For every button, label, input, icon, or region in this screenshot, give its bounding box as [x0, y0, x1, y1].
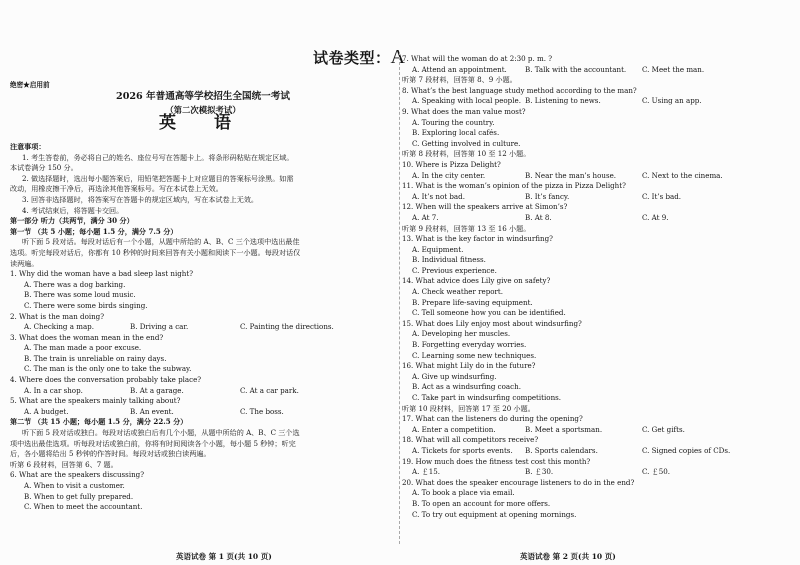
- option: A. At 7.: [412, 212, 439, 222]
- section2-directions: 后，各小题将给出 5 秒钟的作答时间。每段对话或独白读两遍。: [10, 449, 211, 459]
- option-row: [10, 322, 398, 333]
- option: A. Give up windsurfing.: [412, 371, 497, 381]
- exam-title: 2026 年普通高等学校招生全国统一考试: [116, 91, 290, 102]
- exam-subtitle: （第二次模拟考试）: [165, 105, 241, 115]
- option: B. Near the man’s house.: [525, 170, 617, 180]
- question: 19. How much does the fitness test cost this month?: [402, 456, 591, 466]
- option: C. To try out equipment at opening mornings.: [412, 509, 577, 519]
- page-footer-right: 英语试卷 第 2 页(共 10 页): [520, 552, 616, 561]
- option: C. At 9.: [642, 212, 669, 222]
- option: B. At a garage.: [130, 385, 184, 395]
- option: A. The man made a poor excuse.: [24, 343, 142, 353]
- option: A. To book a place via email.: [412, 488, 515, 498]
- option-row: [402, 96, 794, 107]
- question: 10. Where is Pizza Delight?: [402, 159, 501, 169]
- option: C. ￡50.: [642, 467, 671, 477]
- option: A. ￡15.: [412, 467, 441, 477]
- option: B. Individual fitness.: [412, 255, 486, 265]
- question: 9. What does the man value most?: [402, 106, 526, 116]
- option: B. Act as a windsurfing coach.: [412, 382, 521, 392]
- option-row: [402, 171, 794, 182]
- option: B. There was some loud music.: [24, 290, 136, 300]
- question-4: 4. Where does the conversation probably take place?: [10, 375, 202, 385]
- option: B. When to get fully prepared.: [24, 491, 134, 501]
- option: B. To open an account for more offers.: [412, 498, 551, 508]
- option: B. Exploring local cafés.: [412, 128, 500, 138]
- option: C. Take part in windsurfing competitions.: [412, 393, 562, 402]
- option: C. Get gifts.: [642, 424, 685, 434]
- listen-prompt: 听第 10 段材料，回答第 17 至 20 小题。: [402, 403, 535, 413]
- page-right: [402, 0, 794, 565]
- section1-directions: 选项。听完每段对话后，你都有 10 秒钟的时间来回答有关小题和阅读下一小题。每段对话仅: [10, 247, 301, 257]
- note-line: 1. 考生答卷前，务必将自己的姓名、座位号写在答题卡上。将条形码粘贴在规定区域。: [22, 152, 294, 162]
- left-body: [10, 142, 398, 513]
- note-line: 改动，用橡皮擦干净后，再选涂其他答案标号。写在本试卷上无效。: [10, 184, 223, 194]
- question: 11. What is the woman’s opinion of the pizza in Pizza Delight?: [402, 181, 626, 191]
- question: 17. What can the listeners do during the opening?: [402, 414, 583, 424]
- option: C. Signed copies of CDs.: [642, 445, 731, 455]
- question-2: 2. What is the man doing?: [10, 311, 105, 321]
- question-1: 1. Why did the woman have a bad sleep last night?: [10, 269, 194, 279]
- note-line: 4. 考试结束后，将答题卡交回。: [22, 205, 124, 215]
- option: A. In a car shop.: [24, 385, 83, 395]
- option: C. Painting the directions.: [240, 322, 334, 332]
- option: A. Touring the country.: [412, 117, 495, 127]
- listen-prompt: 听第 8 段材料，回答第 10 至 12 小题。: [402, 149, 531, 159]
- option: B. It’s fancy.: [525, 191, 570, 201]
- option: B. ￡30.: [525, 467, 554, 477]
- paper-type-value: A: [390, 46, 406, 68]
- page-footer-left: 英语试卷 第 1 页(共 10 页): [176, 552, 272, 561]
- option: A. When to visit a customer.: [24, 481, 125, 490]
- note-line: 本试卷满分 150 分。: [10, 163, 78, 173]
- option-row: [402, 192, 794, 203]
- option: A. Check weather report.: [412, 287, 504, 297]
- option: A. Enter a competition.: [412, 424, 496, 434]
- question: 12. When will the speakers arrive at Simon’s?: [402, 202, 568, 212]
- option: B. Talk with the accountant.: [525, 64, 627, 74]
- option: B. An event.: [130, 406, 174, 416]
- option-row: [402, 467, 794, 478]
- question: 18. What will all competitors receive?: [402, 435, 539, 445]
- question: 7. What will the woman do at 2:30 p. m. ?: [402, 54, 553, 63]
- option: A. There was a dog barking.: [24, 279, 126, 289]
- page-divider: [399, 52, 400, 544]
- option: C. When to meet the accountant.: [24, 502, 143, 512]
- option: A. Developing her muscles.: [412, 329, 511, 339]
- section1-heading: 第一节 （共 5 小题；每小题 1.5 分，满分 7.5 分）: [10, 226, 178, 236]
- question-5: 5. What are the speakers mainly talking about?: [10, 396, 181, 406]
- page-left: [8, 0, 406, 565]
- option: B. Driving a car.: [130, 322, 189, 332]
- option: A. In the city center.: [412, 170, 486, 180]
- right-body: [402, 54, 794, 520]
- option: C. Learning some new techniques.: [412, 350, 537, 360]
- option: A. Equipment.: [412, 244, 464, 254]
- option: C. Next to the cinema.: [642, 170, 723, 180]
- question: 8. What’s the best language study method according to the man?: [402, 85, 637, 95]
- question-3: 3. What does the woman mean in the end?: [10, 332, 164, 342]
- option: C. The man is the only one to take the subway.: [24, 364, 192, 374]
- option: C. There were some birds singing.: [24, 300, 148, 310]
- option: A. Checking a map.: [24, 322, 94, 332]
- option: B. Prepare life-saving equipment.: [412, 297, 533, 307]
- option: B. Meet a sportsman.: [525, 424, 603, 434]
- option: C. Using an app.: [642, 96, 702, 106]
- option-row: [402, 65, 794, 76]
- option: C. It’s bad.: [642, 191, 682, 201]
- note-line: 2. 做选择题时，选出每小题答案后，用铅笔把答题卡上对应题目的答案标号涂黑。如需: [22, 173, 294, 183]
- option: B. The train is unreliable on rainy days.: [24, 353, 167, 363]
- option: B. At 8.: [525, 212, 552, 222]
- section1-directions: 读两遍。: [10, 258, 39, 268]
- option: B. Listening to news.: [525, 96, 601, 106]
- question: 20. What does the speaker encourage listeners to do in the end?: [402, 477, 635, 487]
- option: B. Sports calendars.: [525, 445, 598, 455]
- question: 15. What does Lily enjoy most about windsurfing?: [402, 318, 582, 328]
- option: C. At a car park.: [240, 385, 299, 395]
- option: C. Previous experience.: [412, 265, 497, 275]
- section2-directions: 听下面 5 段对话或独白。每段对话或独白后有几个小题，从题中所给的 A、B、C 三个选: [22, 428, 300, 438]
- notes-heading: 注意事项：: [10, 142, 46, 151]
- option-row: [10, 386, 398, 397]
- question: 14. What advice does Lily give on safety?: [402, 276, 551, 286]
- option: C. Tell someone how you can be identified.: [412, 308, 566, 318]
- question-6: 6. What are the speakers discussing?: [10, 470, 145, 480]
- secret-mark: 绝密★启用前: [10, 81, 50, 89]
- option: C. Getting involved in culture.: [412, 138, 521, 148]
- option-row: [402, 425, 794, 436]
- question: 13. What is the key factor in windsurfing?: [402, 234, 553, 244]
- option: A. Attend an appointment.: [412, 64, 507, 74]
- part1-heading: 第一部分 听力（共两节，满分 30 分）: [10, 216, 134, 226]
- option: A. It’s not bad.: [412, 191, 465, 201]
- option-row: [402, 213, 794, 224]
- listen-prompt: 听第 7 段材料，回答第 8、9 小题。: [402, 75, 517, 85]
- paper-type: [313, 46, 406, 68]
- option-row: [402, 446, 794, 457]
- question: 16. What might Lily do in the future?: [402, 361, 536, 371]
- listen-prompt: 听第 9 段材料，回答第 13 至 16 小题。: [402, 223, 531, 233]
- note-line: 3. 回答非选择题时，将答案写在答题卡的规定区域内，写在本试卷上无效。: [22, 194, 259, 204]
- option: A. Speaking with local people.: [412, 96, 521, 106]
- section2-directions: 项中选出最佳选项。听每段对话或独白前，你将有时间阅读各个小题，每小题 5 秒钟；听完: [10, 438, 296, 448]
- option: B. Forgetting everyday worries.: [412, 340, 527, 350]
- paper-type-label: 试卷类型：: [313, 49, 391, 67]
- section2-heading: 第二节 （共 15 小题；每小题 1.5 分，满分 22.5 分）: [10, 417, 188, 427]
- option-row: [10, 407, 398, 418]
- option: A. Tickets for sports events.: [412, 445, 513, 455]
- subject-title: 英 语: [159, 113, 247, 133]
- option: C. The boss.: [240, 406, 284, 416]
- option: C. Meet the man.: [642, 64, 705, 74]
- listen-prompt: 听第 6 段材料，回答第 6、7 题。: [10, 459, 118, 469]
- section1-directions: 听下面 5 段对话。每段对话后有一个小题，从题中所给的 A、B、C 三个选项中选出最佳: [22, 237, 300, 247]
- option: A. A budget.: [24, 406, 69, 416]
